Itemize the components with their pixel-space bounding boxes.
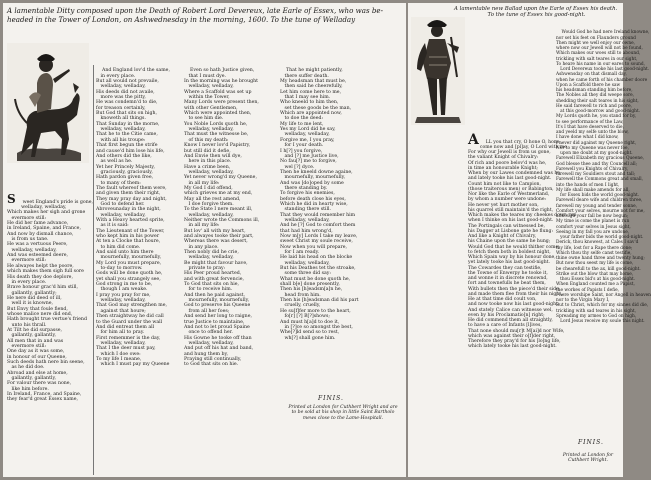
ballad-column-1 [468, 129, 577, 475]
left-broadside [3, 3, 406, 477]
ballad-printer-imprint: Printed at London for Cuthbert Wright. [562, 453, 614, 464]
standing-man-woodcut-icon [411, 17, 465, 125]
ballad-column-2 [556, 25, 651, 435]
ballad-title [454, 6, 619, 18]
drop-cap: S [7, 192, 16, 207]
ditty-column-2 [96, 63, 180, 475]
ballad-drop-cap: A [468, 132, 479, 149]
ballad-tune-line: To the tune of Essex his good-night. [487, 12, 586, 18]
ballad-finis: FINIS. [578, 439, 604, 446]
ditty-title: A lamentable Ditty composed upon the Death of Robert Lord Devereux, late Earle of Essex, who was be-headed in the Tower of London, on Ashwednesday in the morning, 1600. To the tune of Welladay [7, 6, 383, 24]
mounted-horseman-woodcut-icon [7, 43, 89, 163]
ditty-printer-imprint: Printed at London for Cuthbert Wright and are to be sold at his shop in little Saint Bartholo mews close to the Lame-Hospitall. [288, 405, 398, 421]
ballad-column-1-text: LL you that cry, O hone O, hone, come now and [pl]ay, O Lord with me For why our Jewell is from us gone, the valiant Knight of Chivalry: Of rich and poore belov'd was he, in time an honourable Knight; When by our Lawes condemned was he, and lately tooke his last good-night. Count him not like to Campion, (those traiterous men) or Babington, Nor like the Earle of Westmerland, by whom a number were undone: He never yet hurt mother son, his quarrel still maintain'd the right, Which makes the teares my cheekes down run when I thinke on his last good-night. The Portingals can witnessed be, his Dagger at Lisbone gate he flung: And like a Knight of Chivalry, his Chaine upon the same he hung; Would God that he would thither come, to fetch them both in boldest night, Which Spain way by his honour done, yet lately tooke his last good-night. The Cowardes they can testifie, the Towne of Enwerpy he tooke it, and wonne it in discrete renownd, fort and townefulls he beat them, With bullets then the piece'd their side, and made them flee from their his night, He at that time did coult von, and now tooke now his last good-night. And stately Calice can witnesse wel, even by his Proclamatio[n] right; He did commend them all straightly, to have a care of Infants [l]ives, That none should mu[r]t M[ai]d nor Wife, which was against their o[f]der right, Therefore they pray'd for his [lo]ng life, which lately tooke his last good-night. [468, 139, 577, 350]
ballad-title-line-1: A lamentable new Ballad upon the Earle of Essex his death. [454, 6, 618, 12]
ditty-column-3-text: Even so hath Justice given, that I must dye. In the morning was he brought welladay, welladay, Where a Scaffold was set up within the Tower, Many Lords were present then, with other Gentlemen, Which were appointed then, to see him die. You Noble Lords quoth he, welladay, welladay, That must the witnesse be, of this my death: Know I never lov'd Papistry, but still did it defie, And Envie then will dye, here in this place. Have a crime been, welladay, welladay, Yet never wrong'd my Queene, in all my life: My God I did offend, which grieves me at my end, May all the rest amend, I doe forgive them. To the State I nere meant ill, welladay, welladay, Neither wrote the Commons ill, in all my life: But lov' all with my heart, and alwayes tooke their part, Whereas there was desert, in any place. Then nobly did he crie, welladay, welladay, Be might that favour have, private to pray: His Peer proud hearted, and with great fervencie, To God that sits on hie, for to receive him. And then he paid against, mournefully, mournefully, God to preserve his Queene from all her foes; And send her long to raigne, true Justice to maintaine, And not to let proud Spaine once to offend her. His Gowne he tooke off than welladay, welladay, And put off his hat and band, and hung them by, Praying still continually, to God that sits on hie. [184, 68, 260, 368]
column-rule [93, 65, 94, 475]
ditty-column-4 [280, 63, 402, 391]
ballad-column-2-text: Would God he had nere Ireland knowne, nor set his feet on Flaunders ground Then might we well enjoy our owne, where now our Jewell will not be found, Which makes our woes still to abound, trickling with salt teares in our sight, To heare his name in our eares to sound, Lord Devereux tooke his last good-night. Ashwensday on that dismall day, when he came forth of his chamber doore Upon a Scaffold there he saw his headsman standing him before, The Nobles all they did weepe sore, shedding their salt teares in his sight, He said farewell to rich and poore, at this good-morrow and good-night. My Lords quoth he, you stand for by, to see performance of the Law, It's I that have deserved to die, and yeeld my selfe unto the blow, I have done what I did know, I never did against my Queene right, Nor to my Queene was never foe, upon me doubt at my good-night. Farewell Elizabeth my gracious Queene, God blesse thee and thy Councell all; Farewell you Knights of Chivalry, farewell my Souldiers stout and tall; Farewell the Commons great and small, into the hands of men I light, My life shall make amends for all, for Essex bids the world good-night. Farewell deare wife and children three, farewell my young and tender sonne, Comfort your selves, mourne not for me, although your fall be now begun; My time is come the planet is run comfort your selves in Jesus sight, Seeing in my fall you are undone, your father bids the world good-night. Derick, thou knowest, at Cales I sav'd thy life, lost for a Rape there done; Which thou thy selfe canst testifie, thine owne hand three and twenty hung; But now thou seest my life is come, be chearefull to the ax, kill good-night. Strike out the blow that may home, thou Essex bid's at his good-night. When England counted me a Papist, the workes of Papists I defie, I nere worshipe Saint, nor Angell in heaven nor to the Virgin Mary I, But to Christ, which for my sinnes did die, trickling with sad teares in his sight, Spreading my armes to God on high, Lord Jesus receive my soule this night. [556, 30, 651, 324]
ditty-column-1 [7, 189, 94, 475]
ditty-column-2-text: And England lov'd the same, in every place. But all would not prevaile, welladay, welladay, His deeds did not availe, more was the pitty, He was condemn'd to die, for treason certainly, But God that sits on high, knoweth all things. That Sunday in the morne, welladay, welladay, That he to the Citie came, with all his troupe: That first begun the strife and cause'd him lose his life, And others did the like, as well as he. Yet her Princely Majesty, graciously, graciously, Hath pardon given free, to many of them: The fault whereof them were, and given them their right, They may pray day and night, God to defend her. Abroveunaday in the night, welladay, welladay, With a Heavy hearted sprite, as it is said: The Lieutenant of the Tower, who kept him in his power At ten a Clocke that houre, to him did come. And said unto him there mournefully, mournefully, My Lord you must prepare, to-day to morrow. Gods will be done quoth he, yet shall you strangely see, God strong in me to be, though I am weake. I pray you pray for me, welladay, welladay, That God may strengthen me, against that houre; Then straightway he did call to the Guard under the wall And did entreat them all for him all to pray. First rememmer is the day, welladay, welladay, That I the deer must pay, which I doe owe: To my life I meane, which I must pay my Queene [96, 68, 170, 368]
right-broadside [408, 3, 651, 477]
ditty-column-3 [184, 63, 276, 475]
ditty-column-4-text: That he might patiently, there suffer death. My headsman that must be, then said he cheerefully, Let him come here to me, that I may see him. Who kneeld to him then, set these goods be the man, Which are appointed now, to doe the deed: My life to me lent, Yes my Lord did he say, welladay, welladay, Forgive me, I you pray, for I your death. I h[?] you forgive, and [?] me Justice live, No fau[?] me to forgive, wel [?] dyce. Then he kneeld downe againe, mournefully, mournefully, And was [do]oped by some there standing by. To forgive his enemies, before death close his eyes, Which he did in hearty wise, standing there still. That they would remember him welladay, welladay, And he [?] God to comfort them that had him wrong'd, Now m[y] Lords I take my leave, sweet Christ my soule receive, Now when you will prepare, for I am ready. He laid his head on the blocke welladay, welladay, But his Deathes tet the stroake, some three did say: What must be done quoth he, shall b[e] done presently, Then his [h]eadsm[a]n he, head from him. Then his [h]eadsman did his part cruelly, cruelly, He su[f]fer more to the heart, fo[r] [?] B[?]shows; And must h[a]d to doe it, in [?]ce so amongst the best, Whe[?]ld send so to rest, wh[?] shall gone him. [280, 68, 359, 341]
ditty-finis: FINIS. [318, 395, 344, 402]
ditty-column-1-text: weet England's pride is gone, welladay, welladay, Which makes her sigh and grone evermore still: He did her fame advance, in Ireland, Spaine, and France, And now by dismall chance, is from us tane. He was a vertuous Peere, welladay, welladay, And was esteemed deere, evermore still: He alwayes helpt the poore, which makes them sigh full sore His death they doe deplore, in every place. Brave honour grac'd him still, gallantly, gallantly; He nere did deed of ill, well it is knowne, But Envy that foule fiend, whose malice nere did end, Hath brought true vertue's friend unto his thrall. At Tilt he did surpasse, gallantly, gallantly, All men that in and was evermore still: One day as it was some, in honour of our Queene, Such deeds hath nere bin seene, as he did doe. Abroad and else at home, gallantly, gallantly, For valour there was none, like him before. In Ireland, France, and Spaine, they fear'd great Essex name, [7, 199, 94, 403]
